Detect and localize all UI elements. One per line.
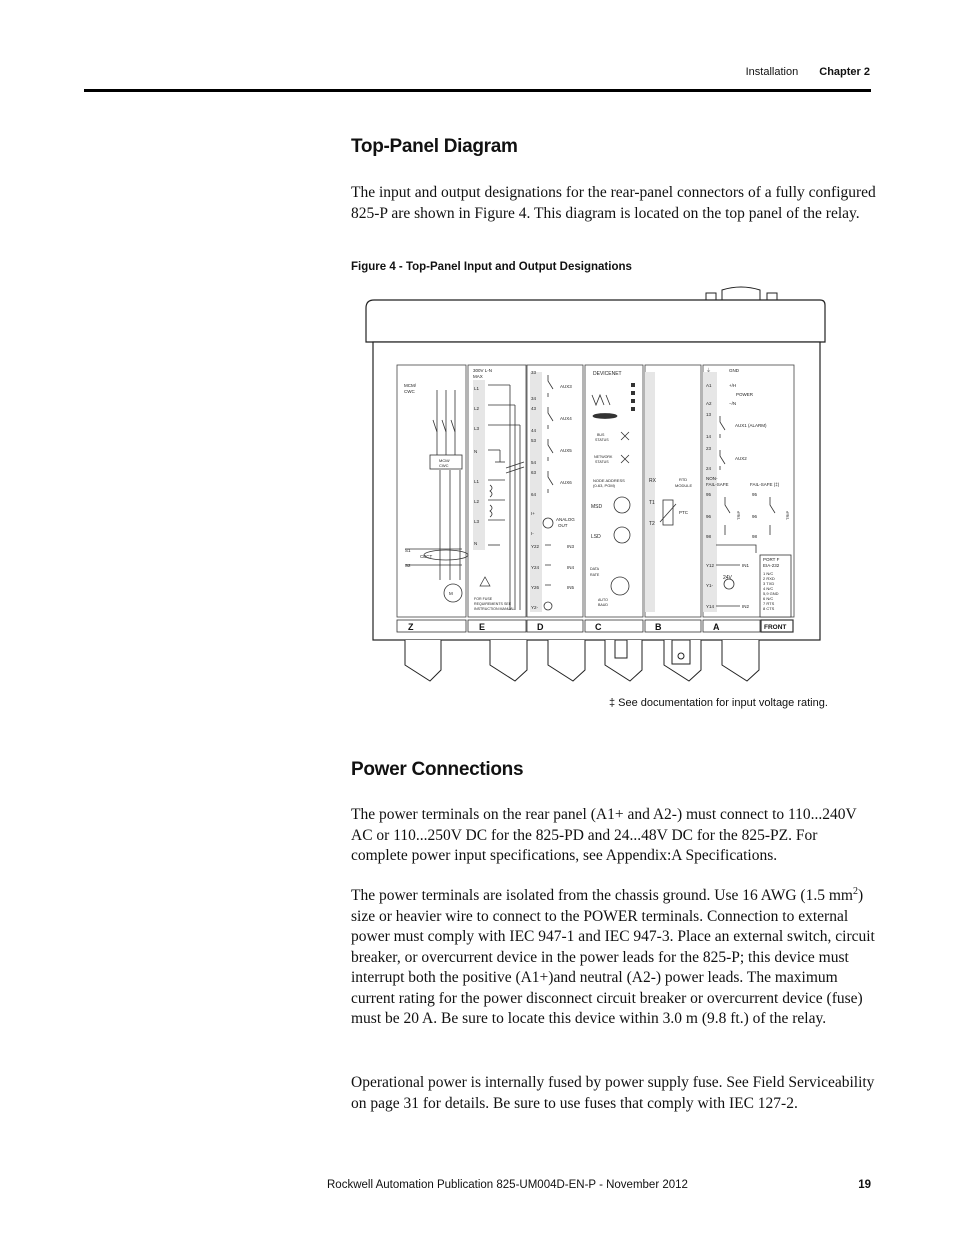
- svg-text:N: N: [474, 449, 478, 454]
- svg-text:IN5: IN5: [567, 585, 575, 590]
- svg-text:CWC: CWC: [404, 389, 415, 394]
- svg-text:Y14: Y14: [706, 604, 715, 609]
- svg-text:A1: A1: [706, 383, 712, 388]
- svg-text:CWC: CWC: [439, 463, 449, 468]
- svg-text:CBCT: CBCT: [420, 554, 433, 559]
- svg-text:1 N/C: 1 N/C: [763, 571, 774, 576]
- svg-text:E: E: [479, 622, 486, 632]
- svg-text:INSTRUCTION MANUAL: INSTRUCTION MANUAL: [474, 607, 515, 611]
- svg-text:Y24: Y24: [531, 565, 540, 570]
- svg-text:⏚: ⏚: [706, 368, 712, 374]
- svg-text:BUS: BUS: [597, 433, 605, 437]
- svg-text:STATUS: STATUS: [595, 460, 609, 464]
- svg-text:34: 34: [531, 396, 537, 401]
- paragraph-top-panel: The input and output designations for the rear-panel connectors of a fully configured 825-P are shown in Figure 4. This diagram is located on the top panel of the relay.: [351, 184, 876, 222]
- svg-text:A: A: [713, 622, 720, 632]
- svg-text:IN2: IN2: [742, 604, 750, 609]
- svg-text:44: 44: [531, 428, 537, 433]
- svg-text:TRIP: TRIP: [736, 510, 741, 520]
- svg-text:AUX4: AUX4: [560, 416, 572, 421]
- svg-text:43: 43: [531, 406, 537, 411]
- header-chapter: Chapter 2: [819, 66, 870, 78]
- svg-text:S2: S2: [405, 563, 411, 568]
- top-panel-diagram: [360, 285, 832, 685]
- svg-text:IN1: IN1: [742, 563, 750, 568]
- svg-text:RTD: RTD: [679, 477, 688, 482]
- svg-text:L1: L1: [474, 479, 480, 484]
- svg-text:MAX: MAX: [473, 374, 483, 379]
- svg-text:6 N/C: 6 N/C: [763, 596, 774, 601]
- svg-text:NODE ADDRESS: NODE ADDRESS: [593, 478, 625, 483]
- svg-text:3 TXD: 3 TXD: [763, 581, 775, 586]
- paragraph-power-1: The power terminals on the rear panel (A1+ and A2-) must connect to 110...240V AC or 110...250V DC for the 825-PD and 24...48V DC for the 825-PZ. For complete power input specifications, see Appendix:A Specifications.: [351, 806, 857, 864]
- svg-text:LSD: LSD: [591, 534, 601, 540]
- svg-text:IN4: IN4: [567, 565, 575, 570]
- svg-text:95: 95: [706, 492, 712, 497]
- svg-text:AUX2: AUX2: [735, 456, 747, 461]
- svg-text:DEVICENET: DEVICENET: [593, 371, 622, 377]
- svg-text:13: 13: [706, 412, 712, 417]
- svg-text:STATUS: STATUS: [595, 438, 609, 442]
- superscript-2: 2: [852, 885, 858, 897]
- svg-text:L3: L3: [474, 519, 480, 524]
- svg-text:24: 24: [706, 466, 712, 471]
- svg-text:GND: GND: [729, 368, 739, 373]
- svg-text:−/N: −/N: [729, 401, 737, 406]
- svg-text:RX: RX: [649, 478, 656, 484]
- svg-text:MSD: MSD: [591, 504, 603, 510]
- svg-text:+/H: +/H: [729, 383, 737, 388]
- paragraph-power-3: Operational power is internally fused by power supply fuse. See Field Serviceability on page 31 for details. Be sure to use fuses that comply with IEC 127-2.: [351, 1074, 875, 1112]
- svg-text:53: 53: [531, 438, 537, 443]
- svg-text:MODULE: MODULE: [675, 483, 693, 488]
- svg-text:L1: L1: [474, 386, 480, 391]
- svg-text:64: 64: [531, 492, 537, 497]
- svg-text:54: 54: [531, 460, 537, 465]
- svg-text:FOR FUSE: FOR FUSE: [474, 597, 493, 601]
- svg-text:Y2-: Y2-: [531, 605, 539, 610]
- svg-text:AUX6: AUX6: [560, 480, 572, 485]
- svg-text:98: 98: [752, 534, 758, 539]
- paragraph-power-2-part-b: ) size or heavier wire to connect to the POWER terminals. Connection to external power must comply with IEC 947-1 and IEC 947-3. Place an external switch, circuit breaker, or overcurrent device in the power leads for the 825-P; this device must interrupt both the positive (A1+)and neutral (A2-) power leads. The maximum current rating for the power disconnect circuit breaker or overcurrent device (fuse) must be 20 A. Be sure to locate this device within 3.0 m (9.8 ft.) of the relay.: [351, 887, 875, 1027]
- svg-text:M: M: [449, 591, 453, 596]
- page-number: 19: [858, 1179, 871, 1191]
- svg-text:RATE: RATE: [590, 573, 600, 577]
- svg-text:BAUD: BAUD: [598, 603, 608, 607]
- svg-text:Y22: Y22: [531, 544, 540, 549]
- svg-text:98: 98: [706, 534, 712, 539]
- svg-text:OUT: OUT: [558, 523, 568, 528]
- svg-text:96: 96: [752, 514, 758, 519]
- svg-text:L2: L2: [474, 406, 480, 411]
- svg-text:MCM/: MCM/: [439, 458, 450, 463]
- svg-text:2 RXD: 2 RXD: [763, 576, 775, 581]
- svg-text:T2: T2: [649, 521, 655, 527]
- svg-text:C: C: [595, 622, 602, 632]
- svg-text:T1: T1: [649, 500, 655, 506]
- svg-text:33: 33: [531, 370, 537, 375]
- svg-text:NETWORK: NETWORK: [594, 455, 613, 459]
- svg-text:Z: Z: [408, 622, 414, 632]
- svg-text:5,9 GND: 5,9 GND: [763, 591, 779, 596]
- svg-text:L2: L2: [474, 499, 480, 504]
- svg-text:Y1-: Y1-: [706, 583, 714, 588]
- svg-text:8 CTS: 8 CTS: [763, 606, 775, 611]
- svg-text:FAIL-SAFE: FAIL-SAFE: [706, 482, 729, 487]
- svg-text:PTC: PTC: [679, 510, 688, 515]
- svg-text:L3: L3: [474, 426, 480, 431]
- svg-text:REQUIREMENTS SEE: REQUIREMENTS SEE: [474, 602, 512, 606]
- svg-text:B: B: [655, 622, 662, 632]
- svg-text:23: 23: [706, 446, 712, 451]
- paragraph-power-2-part-a: The power terminals are isolated from the chassis ground. Use 16 AWG (1.5 mm: [351, 887, 853, 904]
- svg-text:IN3: IN3: [567, 544, 575, 549]
- svg-text:7 RTS: 7 RTS: [763, 601, 775, 606]
- svg-text:(0-63, PGM): (0-63, PGM): [593, 483, 616, 488]
- svg-text:I+: I+: [531, 511, 535, 516]
- svg-text:DATA: DATA: [590, 567, 600, 571]
- svg-text:MCM/: MCM/: [404, 383, 416, 388]
- paragraph-power-2: [351, 886, 876, 1030]
- svg-text:ANALOG: ANALOG: [556, 517, 575, 522]
- svg-text:AUX1 (ALARM): AUX1 (ALARM): [735, 423, 767, 428]
- svg-text:24V: 24V: [723, 575, 732, 581]
- figure-caption: Figure 4 - Top-Panel Input and Output Designations: [351, 261, 632, 273]
- svg-text:N: N: [474, 541, 478, 546]
- svg-text:PORT F: PORT F: [763, 557, 780, 562]
- svg-text:D: D: [537, 622, 544, 632]
- svg-text:4 N/C: 4 N/C: [763, 586, 774, 591]
- svg-text:14: 14: [706, 434, 712, 439]
- svg-text:POWER: POWER: [736, 392, 754, 397]
- header-section: Installation: [745, 66, 799, 78]
- svg-text:300V L-N: 300V L-N: [473, 368, 493, 373]
- running-header: [746, 66, 870, 78]
- figure-footnote: ‡ See documentation for input voltage rating.: [609, 697, 828, 709]
- svg-text:A2: A2: [706, 401, 712, 406]
- header-rule: [84, 89, 871, 92]
- svg-text:Y26: Y26: [531, 585, 540, 590]
- heading-power-connections: Power Connections: [351, 759, 524, 780]
- svg-text:AUTO: AUTO: [598, 598, 608, 602]
- svg-text:Y12: Y12: [706, 563, 715, 568]
- heading-top-panel-diagram: Top-Panel Diagram: [351, 136, 518, 157]
- svg-text:NON-: NON-: [706, 476, 718, 481]
- svg-text:TRIP: TRIP: [785, 510, 790, 520]
- svg-text:FRONT: FRONT: [764, 624, 787, 631]
- svg-text:FAIL-SAFE (‡): FAIL-SAFE (‡): [750, 482, 780, 487]
- svg-text:63: 63: [531, 470, 537, 475]
- svg-text:AUX3: AUX3: [560, 384, 572, 389]
- svg-text:AUX5: AUX5: [560, 448, 572, 453]
- svg-text:EIA-232: EIA-232: [763, 563, 780, 568]
- footer-publication: Rockwell Automation Publication 825-UM004D-EN-P - November 2012: [327, 1179, 688, 1191]
- svg-text:95: 95: [752, 492, 758, 497]
- svg-text:96: 96: [706, 514, 712, 519]
- svg-text:I-: I-: [531, 531, 534, 536]
- svg-text:S1: S1: [405, 548, 411, 553]
